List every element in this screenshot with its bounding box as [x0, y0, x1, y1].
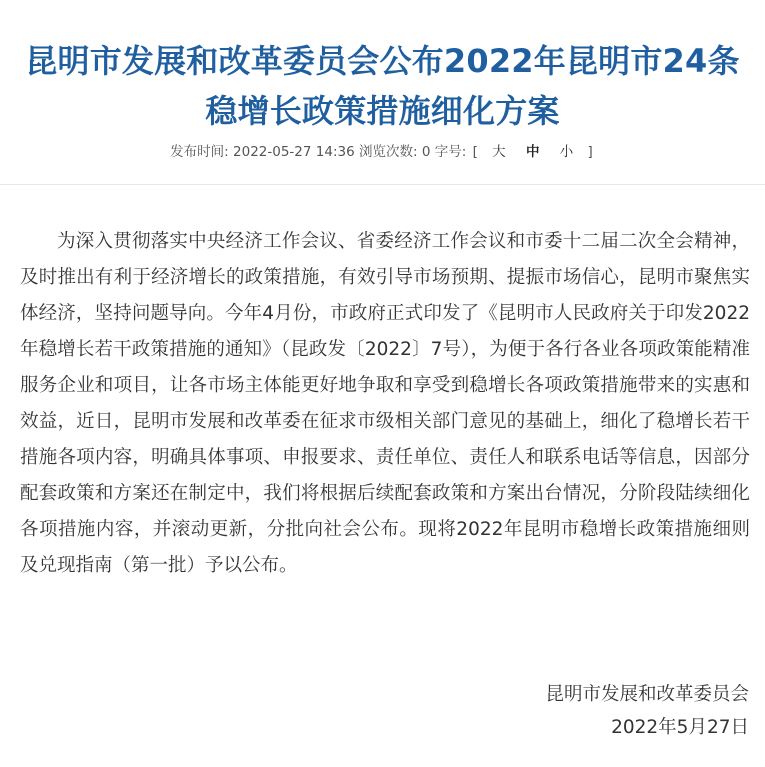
header-divider	[0, 184, 765, 185]
bracket-open: [	[472, 144, 478, 160]
view-count-label: 浏览次数:	[358, 144, 418, 160]
title-line-1: 昆明市发展和改革委员会公布2022年昆明市24条	[25, 42, 740, 80]
signature-date: 2022年5月27日	[611, 717, 749, 738]
article-signature	[545, 678, 749, 744]
view-count-value: 0	[421, 144, 431, 160]
font-size-large-button[interactable]: 大	[492, 144, 506, 160]
bracket-close: ]	[587, 144, 593, 160]
publish-time-value: 2022-05-27 14:36	[233, 144, 355, 160]
title-line-2: 稳增长政策措施细化方案	[205, 92, 560, 130]
font-size-medium-button[interactable]: 中	[525, 144, 540, 160]
article-body	[20, 224, 750, 584]
article-title	[0, 36, 765, 136]
article-meta	[0, 142, 765, 162]
signature-organization: 昆明市发展和改革委员会	[545, 684, 749, 705]
font-size-label: 字号:	[434, 144, 467, 160]
font-size-small-button[interactable]: 小	[559, 144, 574, 160]
body-paragraph: 为深入贯彻落实中央经济工作会议、省委经济工作会议和市委十二届二次全会精神，及时推出有利于经济增长的政策措施，有效引导市场预期、提振市场信心，昆明市聚焦实体经济，坚持问题导向。今年4月份，市政府正式印发了《昆明市人民政府关于印发2022年稳增长若干政策措施的通知》（昆政发〔2022〕7号），为便于各行各业各项政策能精准服务企业和项目，让各市场主体能更好地争取和享受到稳增长各项政策措施带来的实惠和效益，近日，昆明市发展和改革委在征求市级相关部门意见的基础上，细化了稳增长若干措施各项内容，明确具体事项、申报要求、责任单位、责任人和联系电话等信息，因部分配套政策和方案还在制定中，我们将根据后续配套政策和方案出台情况，分阶段陆续细化各项措施内容，并滚动更新，分批向社会公布。现将2022年昆明市稳增长政策措施细则及兑现指南（第一批）予以公布。	[20, 231, 750, 576]
publish-time-label: 发布时间:	[170, 144, 229, 160]
